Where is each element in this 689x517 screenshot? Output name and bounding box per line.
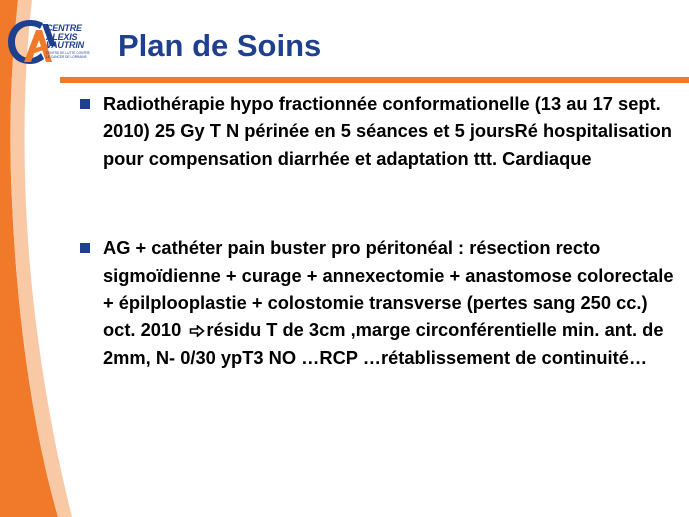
square-bullet-icon <box>80 99 90 109</box>
right-arrow-outline-icon <box>189 325 205 337</box>
logo-line-1: CENTRE <box>46 23 82 33</box>
bullet-item-radiotherapy <box>80 90 680 172</box>
logo-wordmark <box>46 24 116 50</box>
logo-line-3: VAUTRIN <box>46 40 84 50</box>
bullet-text-part-2: résidu T de 3cm ,marge circonférentielle min. ant. de 2mm, N- 0/30 ypT3 NO …RCP …rétablissement de continuité… <box>103 319 664 368</box>
bullet-text: Radiothérapie hypo fractionnée conformationelle (13 au 17 sept. 2010) 25 Gy T N périnée en 5 séances et 5 joursRé hospitalisation pour compensation diarrhée et adaptation ttt. Cardiaque <box>103 93 672 169</box>
bullet-list <box>80 90 680 371</box>
logo-tagline-1: CENTRE DE LUTTE CONTRE <box>46 51 90 55</box>
slide-title: Plan de Soins <box>118 28 322 63</box>
square-bullet-icon <box>80 243 90 253</box>
logo-tagline <box>46 52 106 59</box>
header-divider <box>60 77 689 83</box>
bullet-text-part-1: AG + cathéter pain buster pro péritonéal : résection recto sigmoïdienne + curage + annexectomie + anastomose colorectale + épilplooplastie + colostomie transverse (pertes sang 250 cc.) oct. 2010 <box>103 237 674 341</box>
logo-tagline-2: LE CANCER DE LORRAINE <box>46 54 87 59</box>
logo-line-2: ALEXIS <box>46 31 78 42</box>
bullet-item-surgery <box>80 234 680 371</box>
